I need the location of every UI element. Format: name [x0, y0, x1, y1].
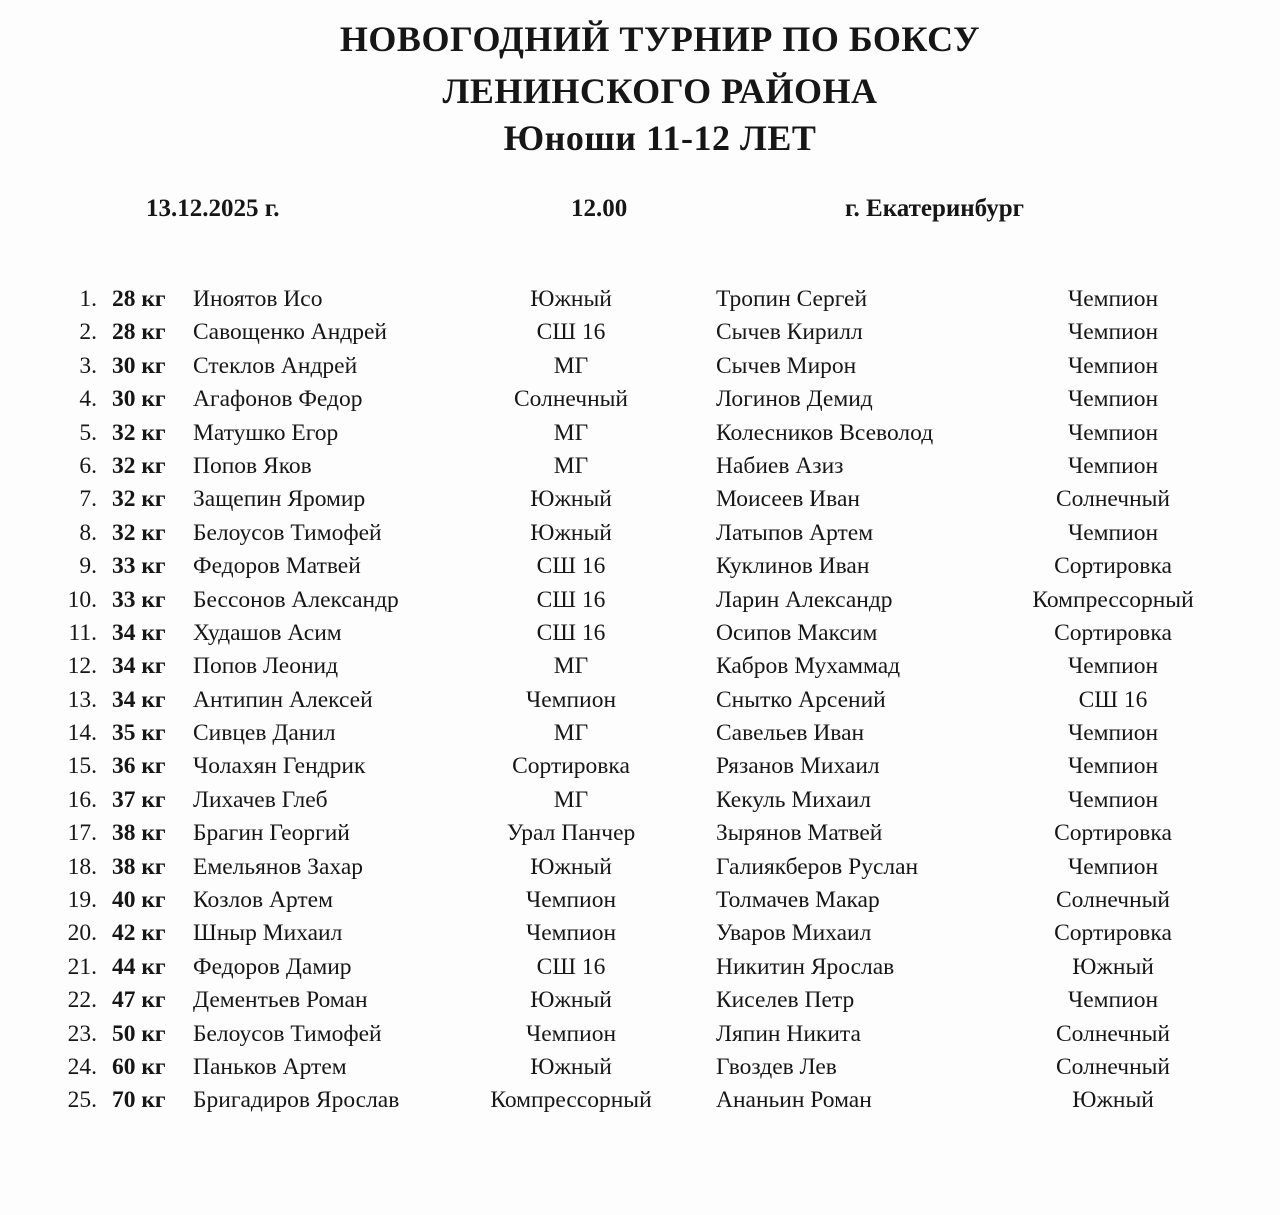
- red-corner-name: Дементьев Роман: [193, 987, 368, 1014]
- red-corner-club: МГ: [553, 720, 589, 747]
- blue-corner-name: Тропин Сергей: [716, 286, 868, 312]
- bout-number: 5.: [79, 419, 97, 446]
- event-city: г. Екатеринбург: [845, 195, 1024, 222]
- blue-corner-club: Чемпион: [1067, 286, 1159, 312]
- red-corner-name: Сивцев Данил: [193, 720, 336, 747]
- weight-class: 38 кг: [112, 853, 166, 880]
- weight-class: 28 кг: [112, 319, 166, 346]
- blue-corner-club: Чемпион: [1067, 987, 1159, 1014]
- blue-corner-club: Чемпион: [1067, 419, 1159, 446]
- blue-corner-club: Солнечный: [1055, 486, 1171, 513]
- blue-corner-name: Колесников Всеволод: [716, 419, 934, 446]
- red-corner-name: Иноятов Исо: [193, 286, 323, 312]
- bout-row: [0, 785, 1280, 818]
- red-corner-club: Южный: [530, 853, 612, 880]
- bout-number: 17.: [67, 820, 97, 847]
- blue-corner-club: Чемпион: [1067, 653, 1159, 680]
- bout-row: [0, 284, 1280, 317]
- blue-corner-name: Снытко Арсений: [716, 686, 886, 713]
- weight-class: 38 кг: [112, 820, 166, 847]
- red-corner-club: Южный: [530, 519, 612, 546]
- blue-corner-club: Сортировка: [1054, 920, 1172, 947]
- bout-row: [0, 317, 1280, 350]
- bout-number: 8.: [79, 519, 97, 546]
- red-corner-name: Худашов Асим: [193, 619, 342, 646]
- weight-class: 28 кг: [112, 286, 166, 312]
- event-time: 12.00: [571, 195, 628, 222]
- red-corner-name: Паньков Артем: [193, 1053, 347, 1080]
- blue-corner-name: Куклинов Иван: [716, 553, 870, 580]
- red-corner-club: Южный: [530, 286, 612, 312]
- red-corner-club: Чемпион: [525, 686, 617, 713]
- red-corner-club: МГ: [553, 786, 589, 813]
- weight-class: 44 кг: [112, 953, 166, 980]
- red-corner-name: Матушко Егор: [193, 419, 339, 446]
- bout-number: 15.: [67, 753, 97, 780]
- blue-corner-club: Чемпион: [1067, 386, 1159, 413]
- red-corner-club: МГ: [553, 352, 589, 379]
- red-corner-name: Попов Яков: [193, 452, 312, 479]
- red-corner-name: Стеклов Андрей: [193, 352, 358, 379]
- weight-class: 32 кг: [112, 519, 166, 546]
- weight-class: 30 кг: [112, 352, 166, 379]
- weight-class: 50 кг: [112, 1020, 166, 1047]
- red-corner-club: СШ 16: [536, 586, 606, 613]
- blue-corner-name: Савельев Иван: [716, 720, 865, 747]
- bout-row: [0, 384, 1280, 417]
- bout-row: [0, 952, 1280, 985]
- weight-class: 32 кг: [112, 452, 166, 479]
- blue-corner-name: Сычев Кирилл: [716, 319, 863, 346]
- red-corner-name: Белоусов Тимофей: [193, 1020, 382, 1047]
- red-corner-name: Бессонов Александр: [193, 586, 399, 613]
- weight-class: 32 кг: [112, 419, 166, 446]
- blue-corner-club: Солнечный: [1055, 1020, 1171, 1047]
- blue-corner-club: Солнечный: [1055, 887, 1171, 914]
- bout-row: [0, 1052, 1280, 1085]
- tournament-district: ЛЕНИНСКОГО РАЙОНА: [442, 71, 878, 111]
- event-date: 13.12.2025 г.: [146, 195, 280, 222]
- blue-corner-club: Чемпион: [1067, 452, 1159, 479]
- bout-row: [0, 885, 1280, 918]
- red-corner-name: Антипин Алексей: [193, 686, 373, 713]
- blue-corner-club: Чемпион: [1067, 753, 1159, 780]
- blue-corner-name: Рязанов Михаил: [716, 753, 880, 780]
- blue-corner-club: Сортировка: [1054, 553, 1172, 580]
- red-corner-name: Савощенко Андрей: [193, 319, 388, 346]
- bout-number: 22.: [67, 987, 97, 1014]
- red-corner-name: Козлов Артем: [193, 887, 333, 914]
- bout-row: [0, 451, 1280, 484]
- blue-corner-name: Латыпов Артем: [716, 519, 874, 546]
- red-corner-club: Компрессорный: [490, 1087, 652, 1114]
- red-corner-name: Федоров Матвей: [193, 553, 361, 580]
- bout-row: [0, 551, 1280, 584]
- weight-class: 37 кг: [112, 786, 166, 813]
- red-corner-club: Чемпион: [525, 920, 617, 947]
- blue-corner-name: Зырянов Матвей: [716, 820, 883, 847]
- red-corner-club: Солнечный: [513, 386, 629, 413]
- blue-corner-name: Галиякберов Руслан: [716, 853, 919, 880]
- red-corner-name: Агафонов Федор: [193, 386, 363, 413]
- blue-corner-name: Кекуль Михаил: [716, 786, 871, 813]
- blue-corner-club: Южный: [1072, 953, 1154, 980]
- red-corner-club: МГ: [553, 653, 589, 680]
- bout-number: 18.: [67, 853, 97, 880]
- blue-corner-club: Компрессорный: [1032, 586, 1194, 613]
- bout-number: 7.: [79, 486, 97, 513]
- blue-corner-club: Южный: [1072, 1087, 1154, 1114]
- red-corner-club: СШ 16: [536, 319, 606, 346]
- red-corner-name: Емельянов Захар: [193, 853, 364, 880]
- weight-class: 33 кг: [112, 586, 166, 613]
- weight-class: 34 кг: [112, 653, 166, 680]
- red-corner-club: Чемпион: [525, 1020, 617, 1047]
- bout-row: [0, 1085, 1280, 1118]
- blue-corner-name: Гвоздев Лев: [716, 1053, 837, 1080]
- bout-row: [0, 651, 1280, 684]
- bout-row: [0, 852, 1280, 885]
- bout-row: [0, 484, 1280, 517]
- red-corner-name: Шныр Михаил: [193, 920, 343, 947]
- blue-corner-name: Ларин Александр: [716, 586, 893, 613]
- bout-number: 13.: [67, 686, 97, 713]
- bout-row: [0, 818, 1280, 851]
- red-corner-club: Урал Панчер: [506, 820, 636, 847]
- blue-corner-name: Логинов Демид: [716, 386, 873, 413]
- bout-row: [0, 685, 1280, 718]
- red-corner-club: СШ 16: [536, 619, 606, 646]
- blue-corner-name: Ананьин Роман: [716, 1087, 872, 1114]
- blue-corner-name: Толмачев Макар: [716, 887, 880, 914]
- red-corner-club: Чемпион: [525, 887, 617, 914]
- weight-class: 36 кг: [112, 753, 166, 780]
- bout-number: 23.: [67, 1020, 97, 1047]
- red-corner-name: Бригадиров Ярослав: [193, 1087, 400, 1114]
- red-corner-club: Сортировка: [512, 753, 630, 780]
- bout-row: [0, 585, 1280, 618]
- bout-number: 11.: [68, 619, 97, 646]
- blue-corner-club: Чемпион: [1067, 319, 1159, 346]
- bout-row: [0, 418, 1280, 451]
- weight-class: 40 кг: [112, 887, 166, 914]
- red-corner-club: Южный: [530, 486, 612, 513]
- bout-number: 3.: [79, 352, 97, 379]
- bout-number: 6.: [79, 452, 97, 479]
- bout-number: 1.: [79, 286, 97, 312]
- bout-row: [0, 751, 1280, 784]
- blue-corner-name: Никитин Ярослав: [716, 953, 895, 980]
- blue-corner-club: Чемпион: [1067, 720, 1159, 747]
- weight-class: 60 кг: [112, 1053, 166, 1080]
- blue-corner-name: Киселев Петр: [716, 987, 855, 1014]
- bout-row: [0, 518, 1280, 551]
- bout-row: [0, 351, 1280, 384]
- blue-corner-club: Чемпион: [1067, 853, 1159, 880]
- bout-number: 16.: [67, 786, 97, 813]
- weight-class: 70 кг: [112, 1087, 166, 1114]
- bout-number: 21.: [67, 953, 97, 980]
- blue-corner-club: Чемпион: [1067, 519, 1159, 546]
- blue-corner-name: Сычев Мирон: [716, 352, 857, 379]
- red-corner-club: СШ 16: [536, 553, 606, 580]
- bout-number: 12.: [67, 653, 97, 680]
- bout-number: 14.: [67, 720, 97, 747]
- weight-class: 30 кг: [112, 386, 166, 413]
- blue-corner-name: Кабров Мухаммад: [716, 653, 901, 680]
- bout-row: [0, 1019, 1280, 1052]
- bout-number: 2.: [79, 319, 97, 346]
- bout-row: [0, 918, 1280, 951]
- blue-corner-name: Ляпин Никита: [716, 1020, 861, 1047]
- red-corner-club: Южный: [530, 1053, 612, 1080]
- blue-corner-club: Солнечный: [1055, 1053, 1171, 1080]
- red-corner-name: Попов Леонид: [193, 653, 339, 680]
- red-corner-name: Защепин Яромир: [193, 486, 366, 513]
- red-corner-club: СШ 16: [536, 953, 606, 980]
- bout-row: [0, 985, 1280, 1018]
- red-corner-club: МГ: [553, 419, 589, 446]
- red-corner-name: Чолахян Гендрик: [193, 753, 366, 780]
- blue-corner-club: Чемпион: [1067, 352, 1159, 379]
- bout-number: 9.: [79, 553, 97, 580]
- blue-corner-club: Сортировка: [1054, 619, 1172, 646]
- weight-class: 32 кг: [112, 486, 166, 513]
- blue-corner-club: Сортировка: [1054, 820, 1172, 847]
- weight-class: 47 кг: [112, 987, 166, 1014]
- blue-corner-club: СШ 16: [1078, 686, 1148, 713]
- bout-number: 24.: [67, 1053, 97, 1080]
- red-corner-name: Федоров Дамир: [193, 953, 352, 980]
- blue-corner-name: Моисеев Иван: [716, 486, 860, 513]
- bout-number: 19.: [67, 887, 97, 914]
- blue-corner-name: Набиев Азиз: [716, 452, 844, 479]
- weight-class: 34 кг: [112, 686, 166, 713]
- bout-list: [0, 284, 1280, 1119]
- bout-row: [0, 618, 1280, 651]
- weight-class: 33 кг: [112, 553, 166, 580]
- bout-row: [0, 718, 1280, 751]
- blue-corner-club: Чемпион: [1067, 786, 1159, 813]
- blue-corner-name: Уваров Михаил: [716, 920, 872, 947]
- bout-number: 10.: [67, 586, 97, 613]
- weight-class: 34 кг: [112, 619, 166, 646]
- red-corner-name: Белоусов Тимофей: [193, 519, 382, 546]
- red-corner-club: МГ: [553, 452, 589, 479]
- tournament-title: НОВОГОДНИЙ ТУРНИР ПО БОКСУ: [339, 19, 981, 59]
- age-category: Юноши 11-12 ЛЕТ: [503, 118, 817, 158]
- bout-number: 4.: [79, 386, 97, 413]
- bout-number: 20.: [67, 920, 97, 947]
- weight-class: 35 кг: [112, 720, 166, 747]
- red-corner-name: Лихачев Глеб: [193, 786, 328, 813]
- weight-class: 42 кг: [112, 920, 166, 947]
- red-corner-club: Южный: [530, 987, 612, 1014]
- red-corner-name: Брагин Георгий: [193, 820, 350, 847]
- bout-number: 25.: [67, 1087, 97, 1114]
- blue-corner-name: Осипов Максим: [716, 619, 878, 646]
